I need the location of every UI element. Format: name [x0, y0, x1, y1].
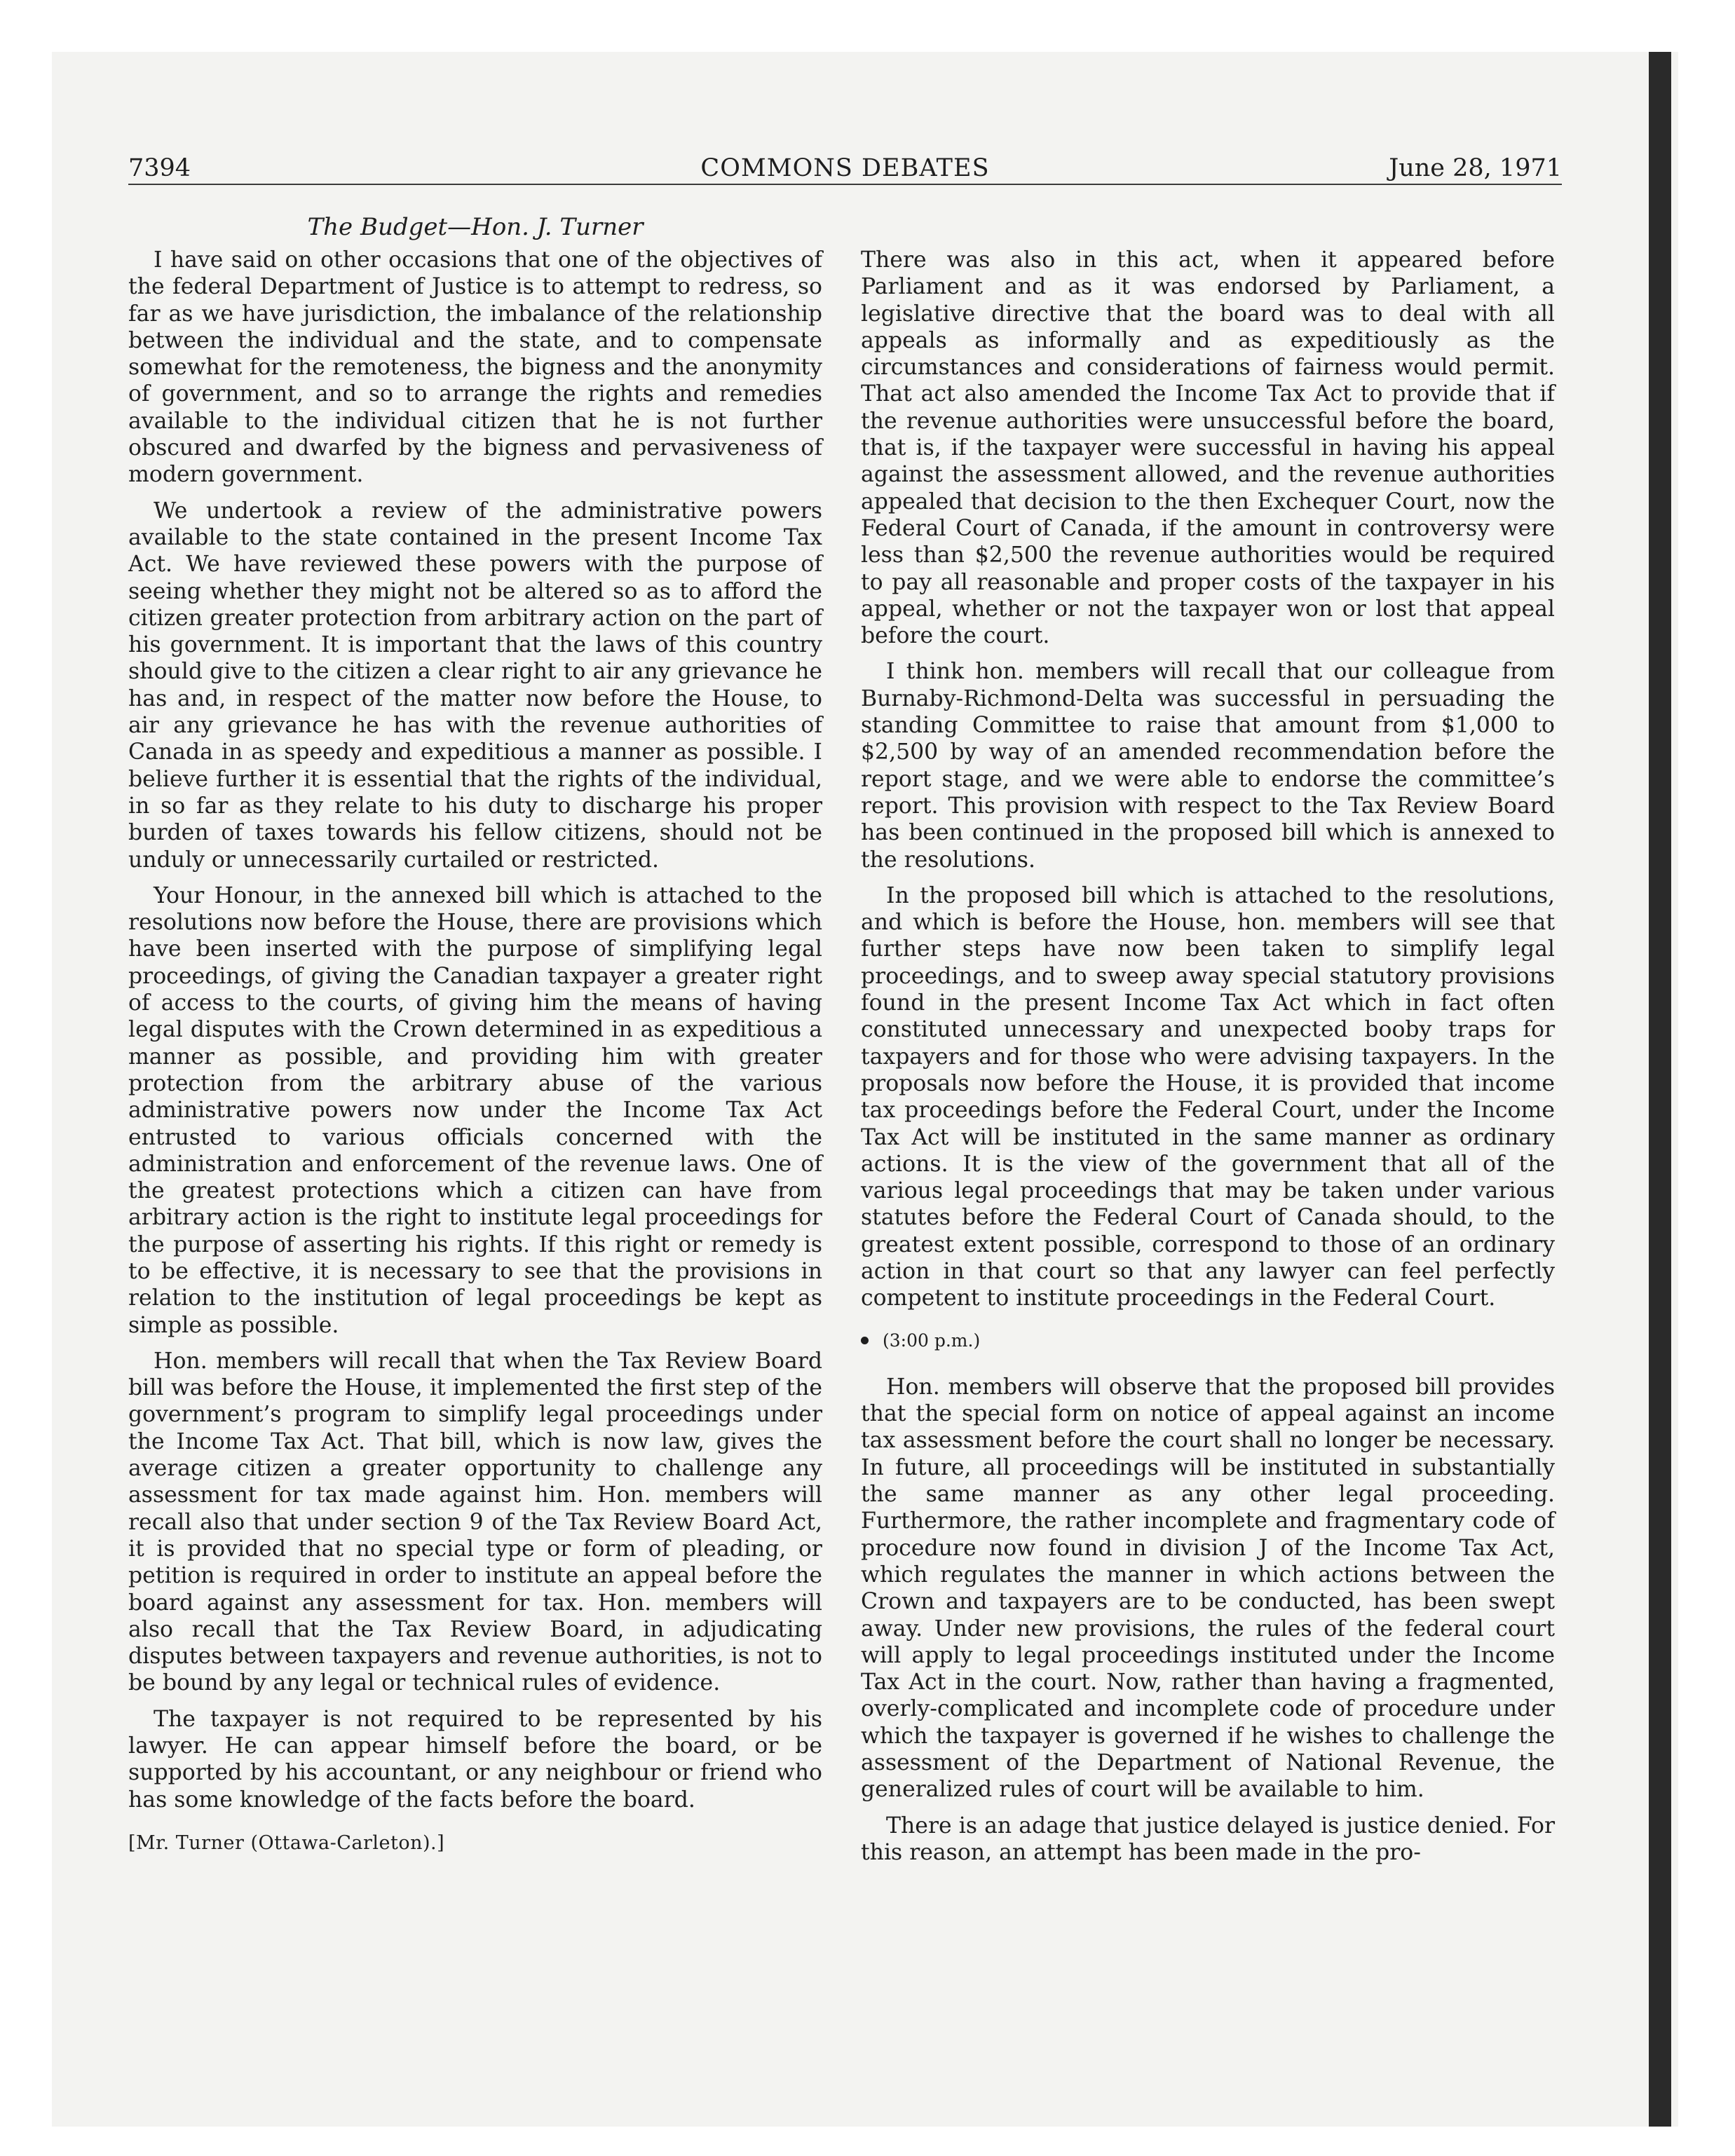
left-column [128, 247, 822, 1857]
issue-date: June 28, 1971 [1389, 154, 1562, 182]
paragraph: Hon. members will observe that the proposed bill provides that the special form on notice of appeal against an income tax assessment before the court shall no longer be necessary. In future, all proceedings will be instituted in substantially the same manner as any other legal proceeding. Furthermore, the rather incomplete and fragmentary code of procedure now found in division J of the Income Tax Act, which regulates the manner in which actions between the Crown and taxpayers are to be conducted, has been swept away. Under new provisions, the rules of the federal court will apply to legal proceedings instituted under the Income Tax Act in the court. Now, rather than having a fragmented, overly-complicated and incomplete code of procedure under which the taxpayer is governed if he wishes to challenge the assessment of the Department of National Revenue, the generalized rules of court will be available to him. [861, 1374, 1555, 1803]
speaker-attribution: [Mr. Turner (Ottawa-Carleton).] [128, 1831, 445, 1854]
paragraph: Hon. members will recall that when the Tax Review Board bill was before the House, it implemented the first step of the government’s program to simplify legal proceedings under the Income Tax Act. That bill, which is now law, gives the average citizen a greater opportunity to challenge any assessment for tax made against him. Hon. members will recall also that under section 9 of the Tax Review Board Act, it is provided that no special type or form of pleading, or petition is required in order to institute an appeal before the board against any assessment for tax. Hon. members will also recall that the Tax Review Board, in adjudicating disputes between taxpayers and revenue authorities, is not to be bound by any legal or technical rules of evidence. [128, 1348, 822, 1696]
paragraph: There is an adage that justice delayed is justice denied. For this reason, an attempt has been made in the pro- [861, 1813, 1555, 1865]
bullet-icon [861, 1337, 869, 1344]
scan-edge-shadow [1649, 52, 1671, 2127]
paragraph: In the proposed bill which is attached to the resolutions, and which is before the House, hon. members will see that further steps have now been taken to simplify legal proceedings, and to sweep away special statutory provisions found in the present Income Tax Act which in fact often constituted unnecessary and unexpected booby traps for taxpayers and for those who were advising taxpayers. In the proposals now before the House, it is provided that income tax proceedings before the Federal Court, under the Income Tax Act will be instituted in the same manner as ordinary actions. It is the view of the government that all of the various legal proceedings that may be taken under various statutes before the Federal Court of Canada should, to the greatest extent possible, correspond to those of an ordinary action in that court so that any lawyer can feel perfectly competent to institute proceedings in the Federal Court. [861, 882, 1555, 1311]
time-marker-text: (3:00 p.m.) [883, 1330, 981, 1351]
header-rule [128, 184, 1562, 185]
paragraph: I have said on other occasions that one of the objectives of the federal Department of Justice is to attempt to redress, so far as we have jurisdiction, the imbalance of the relationship between the individual and the state, and to compensate somewhat for the remoteness, the bigness and the anonymity of government, and so to arrange the rights and remedies available to the individual citizen that he is not further obscured and dwarfed by the bigness and pervasiveness of modern government. [128, 247, 822, 488]
page-number: 7394 [128, 154, 191, 182]
paragraph: I think hon. members will recall that our colleague from Burnaby-Richmond-Delta was successful in persuading the standing Committee to raise that amount from $1,000 to $2,500 by way of an amended recommendation before the report stage, and we were able to endorse the committee’s report. This provision with respect to the Tax Review Board has been continued in the proposed bill which is annexed to the resolutions. [861, 659, 1555, 873]
section-title: The Budget—Hon. J. Turner [307, 213, 644, 241]
right-column [861, 247, 1555, 1875]
paragraph: Your Honour, in the annexed bill which is attached to the resolutions now before the House, there are provisions which have been inserted with the purpose of simplifying legal proceedings, of giving the Canadian taxpayer a greater right of access to the courts, of giving him the means of having legal disputes with the Crown determined in as expeditious a manner as possible, and providing him with greater protection from the arbitrary abuse of the various administrative powers now under the Income Tax Act entrusted to various officials concerned with the administration and enforcement of the revenue laws. One of the greatest protections which a citizen can have from arbitrary action is the right to institute legal proceedings for the purpose of asserting his rights. If this right or remedy is to be effective, it is necessary to see that the provisions in relation to the institution of legal proceedings be kept as simple as possible. [128, 882, 822, 1338]
paragraph: The taxpayer is not required to be represented by his lawyer. He can appear himself before the board, or be supported by his accountant, or any neighbour or friend who has some knowledge of the facts before the board. [128, 1706, 822, 1813]
paragraph: We undertook a review of the administrative powers available to the state contained in the present Income Tax Act. We have reviewed these powers with the purpose of seeing whether they might not be altered so as to afford the citizen greater protection from arbitrary action on the part of his government. It is important that the laws of this country should give to the citizen a clear right to air any grievance he has and, in respect of the matter now before the House, to air any grievance he has with the revenue authorities of Canada in as speedy and expeditious a manner as possible. I believe further it is essential that the rights of the individual, in so far as they relate to his duty to discharge his proper burden of taxes towards his fellow citizens, should not be unduly or unnecessarily curtailed or restricted. [128, 498, 822, 873]
journal-title: COMMONS DEBATES [700, 154, 990, 182]
paragraph: There was also in this act, when it appeared before Parliament and as it was endorsed by Parliament, a legislative directive that the board was to deal with all appeals as informally and as expeditiously as the circumstances and considerations of fairness would permit. That act also amended the Income Tax Act to provide that if the revenue authorities were unsuccessful before the board, that is, if the taxpayer were successful in having his appeal against the assessment allowed, and the revenue authorities appealed that decision to the then Exchequer Court, now the Federal Court of Canada, if the amount in controversy were less than $2,500 the revenue authorities would be required to pay all reasonable and proper costs of the taxpayer in his appeal, whether or not the taxpayer won or lost that appeal before the court. [861, 247, 1555, 649]
time-marker [861, 1328, 1555, 1354]
